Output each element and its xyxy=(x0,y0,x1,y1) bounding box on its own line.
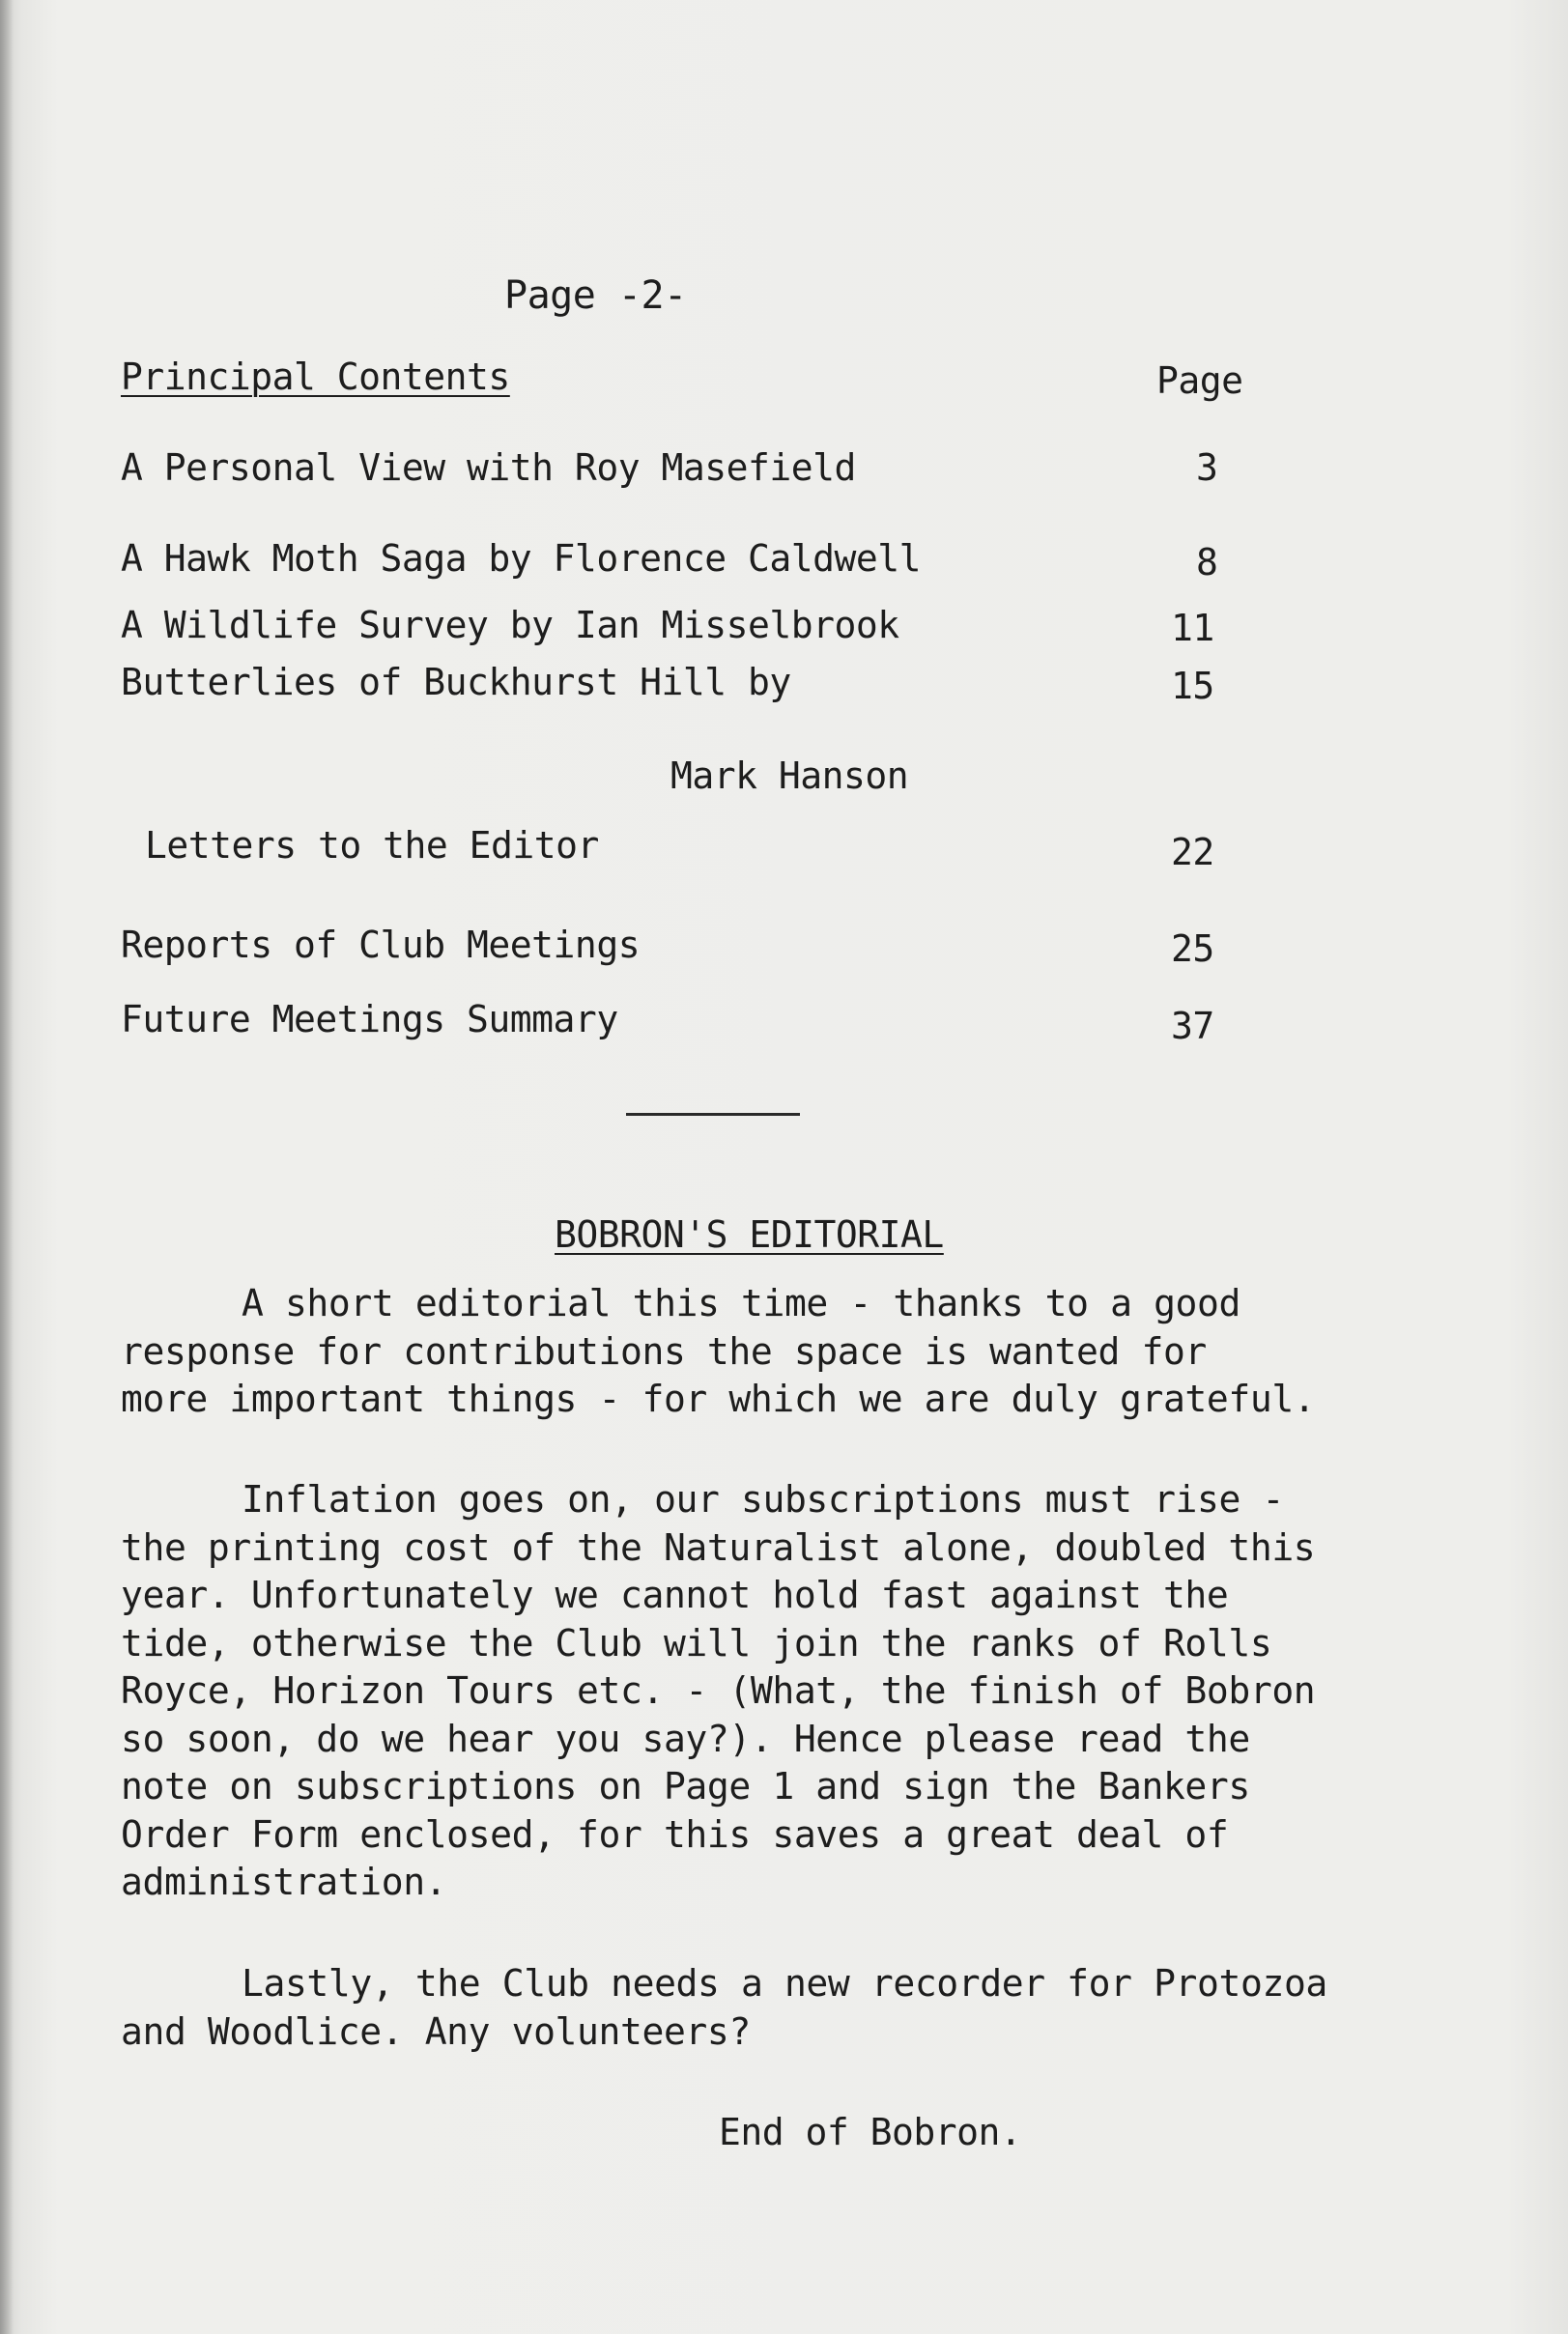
contents-entry-author: Mark Hanson xyxy=(670,754,909,797)
contents-entry-title: A Personal View with Roy Masefield xyxy=(121,446,856,489)
editorial-paragraph: Inflation goes on, our subscriptions must rise - the printing cost of the Naturalist alone, doubled this year. Unfortunately we cannot hold fast against the tide, otherwise the Club will join the ranks of Rolls Royce, Horizon Tours etc. - (What, the finish of Bobron so soon, do we hear you say?). Hence please read the note on subscriptions on Page 1 and sign the Bankers Order Form enclosed, for this saves a great deal of administration. xyxy=(121,1478,1316,1903)
section-divider xyxy=(626,1113,800,1116)
contents-heading: Principal Contents xyxy=(121,356,510,398)
contents-entry-page: 37 xyxy=(1171,1005,1214,1047)
editorial-paragraph: Lastly, the Club needs a new recorder for Protozoa and Woodlice. Any volunteers? xyxy=(121,1962,1327,2053)
contents-entry-title: A Wildlife Survey by Ian Misselbrook xyxy=(121,604,899,646)
contents-entry-title: Future Meetings Summary xyxy=(121,998,618,1040)
editorial-paragraph: A short editorial this time - thanks to a good response for contributions the space is wanted for more important things - for which we are duly grateful. xyxy=(121,1282,1316,1420)
contents-entry-page: 15 xyxy=(1171,665,1214,707)
contents-entry-title: A Hawk Moth Saga by Florence Caldwell xyxy=(121,537,921,580)
contents-entry-title: Butterlies of Buckhurst Hill by xyxy=(121,661,791,703)
contents-entry-page: 25 xyxy=(1171,927,1214,970)
page-column-label: Page xyxy=(1156,359,1243,402)
contents-entry-page: 11 xyxy=(1171,607,1214,649)
contents-entry-title: Letters to the Editor xyxy=(145,824,599,867)
contents-entry-page: 3 xyxy=(1196,446,1218,489)
binding-shadow xyxy=(0,0,14,2334)
contents-entry-page: 8 xyxy=(1196,541,1218,584)
contents-entry-title: Reports of Club Meetings xyxy=(121,924,641,966)
page-number-header: Page -2- xyxy=(504,273,687,318)
editorial-signoff: End of Bobron. xyxy=(719,2111,1022,2153)
contents-entry-page: 22 xyxy=(1171,831,1214,873)
editorial-heading: BOBRON'S EDITORIAL xyxy=(555,1213,944,1256)
